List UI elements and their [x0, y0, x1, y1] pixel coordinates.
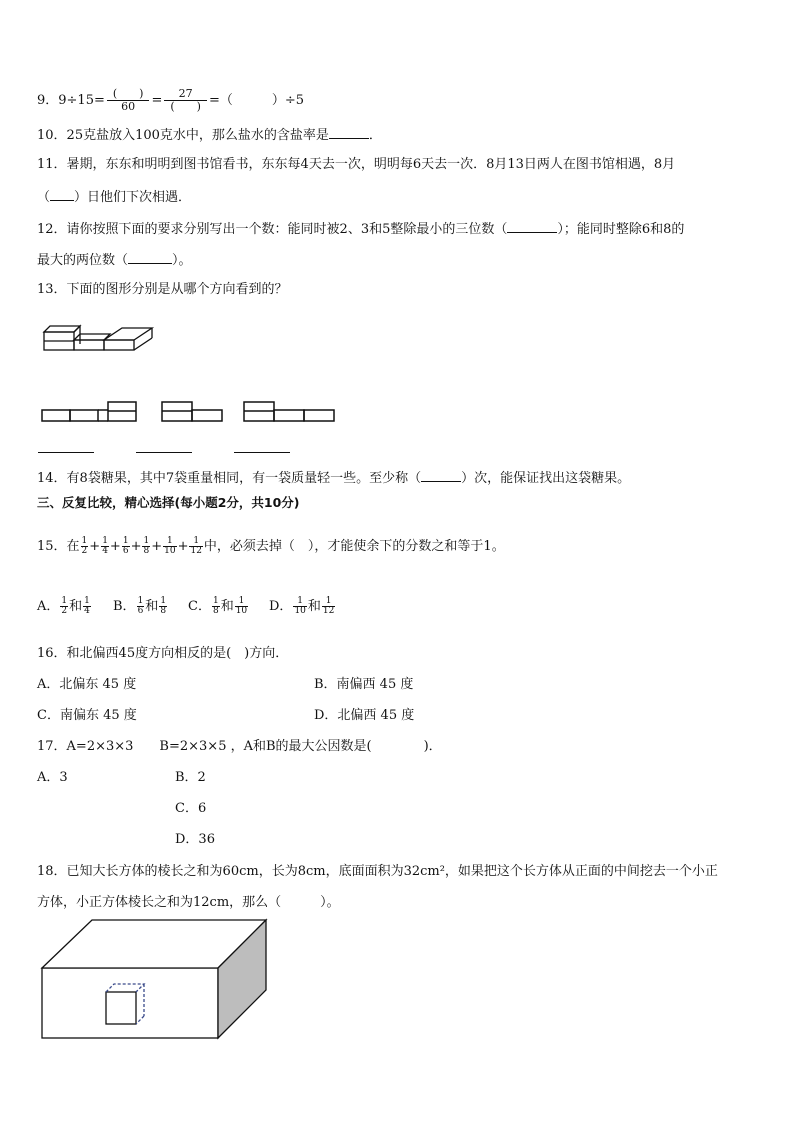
q15-fraction-half: $\frac{1}{2}$ — [81, 536, 88, 556]
q10-end: ． — [368, 128, 382, 143]
q17-option-c[interactable]: C．6 — [175, 801, 207, 816]
q15-fraction-twelfth: $\frac{1}{12}$ — [190, 536, 202, 556]
q13-view-3 — [242, 400, 338, 424]
q9-fraction-2: 27 ( ) — [164, 88, 207, 113]
q15-fraction-eighth: $\frac{1}{8}$ — [143, 536, 150, 556]
q9-fraction-1: ( ) 60 — [107, 88, 150, 113]
q15-fraction-quarter: $\frac{1}{4}$ — [102, 536, 108, 556]
q10-text: 10．25克盐放入100克水中，那么盐水的含盐率是 — [37, 128, 329, 143]
question-18-line-2: 方体，小正方体棱长之和为12cm，那么（ ）。 — [37, 895, 340, 910]
q13-answer-blank-3[interactable] — [234, 452, 290, 453]
q16-option-d[interactable]: D．北偏西 45 度 — [314, 708, 415, 723]
question-15: 15．在 $\frac{1}{2}$ + $\frac{1}{4}$ + $\frac{1}{6}$ + $\frac{1}{8}$ + $\frac{1}{10}$ + $\frac{1}{12}$ 中，必须去掉（ ），才能使余下的分数之和等于1。 — [37, 536, 505, 556]
q15-fraction-tenth: $\frac{1}{10}$ — [164, 536, 176, 556]
q13-answer-blank-1[interactable] — [38, 452, 94, 453]
question-10 — [37, 126, 382, 144]
q14-answer-blank[interactable] — [421, 469, 461, 482]
q11-answer-blank[interactable] — [50, 188, 74, 201]
q15-option-d[interactable]: D． $\frac{1}{10}$ 和 $\frac{1}{12}$ — [269, 596, 335, 616]
q9-equals: = — [151, 93, 163, 108]
q16-option-c[interactable]: C．南偏东 45 度 — [37, 708, 137, 723]
q15-option-c[interactable]: C． $\frac{1}{8}$ 和 $\frac{1}{10}$ — [188, 596, 248, 616]
question-16: 16．和北偏西45度方向相反的是( )方向． — [37, 646, 289, 661]
q16-option-a[interactable]: A．北偏东 45 度 — [37, 677, 137, 692]
q18-cuboid-figure — [40, 918, 272, 1042]
q15-option-a[interactable]: A． $\frac{1}{2}$ 和 $\frac{1}{4}$ — [37, 596, 90, 616]
section-3-heading: 三、反复比较，精心选择(每小题2分，共10分) — [37, 495, 300, 510]
question-12-line-2: 最大的两位数（ ）。 — [37, 253, 192, 268]
question-17: 17．A=2×3×3 B=2×3×5 ，A和B的最大公因数是( )． — [37, 739, 442, 754]
question-12-line-1: 12．请你按照下面的要求分别写出一个数：能同时被2、3和5整除最小的三位数（ ）；能同时整除6和8的 — [37, 222, 685, 237]
question-18-line-1: 18．已知大长方体的棱长之和为60cm，长为8cm，底面面积为32cm²，如果把这个长方体从正面的中间挖去一个小正 — [37, 864, 718, 879]
q15-fraction-sixth: $\frac{1}{6}$ — [122, 536, 129, 556]
q12-answer-blank-1[interactable] — [507, 220, 557, 233]
question-11-line-2: （ ）日他们下次相遇． — [37, 190, 192, 205]
q13-view-1 — [40, 400, 140, 424]
question-11-line-1: 11．暑期，东东和明明到图书馆看书，东东每4天去一次，明明每6天去一次．8月13日两人在图书馆相遇，8月 — [37, 157, 676, 172]
q12-answer-blank-2[interactable] — [128, 251, 172, 264]
q15-option-b[interactable]: B． $\frac{1}{6}$ 和 $\frac{1}{8}$ — [113, 596, 167, 616]
q16-option-b[interactable]: B．南偏西 45 度 — [314, 677, 414, 692]
q17-option-b[interactable]: B．2 — [175, 770, 206, 785]
question-9 — [37, 88, 304, 113]
q10-answer-blank[interactable] — [329, 126, 369, 139]
q13-answer-blank-2[interactable] — [136, 452, 192, 453]
q9-tail: =（ ）÷5 — [208, 93, 305, 108]
q13-cube-figure — [40, 322, 160, 354]
question-14: 14．有8袋糖果，其中7袋重量相同，有一袋质量轻一些。至少称（ ）次，能保证找出这袋糖果。 — [37, 471, 631, 486]
q9-prefix: 9．9÷15= — [37, 93, 105, 108]
q17-option-d[interactable]: D．36 — [175, 832, 215, 847]
question-13: 13．下面的图形分别是从哪个方向看到的？ — [37, 282, 288, 297]
q13-view-2 — [160, 400, 226, 424]
q17-option-a[interactable]: A．3 — [37, 770, 68, 785]
